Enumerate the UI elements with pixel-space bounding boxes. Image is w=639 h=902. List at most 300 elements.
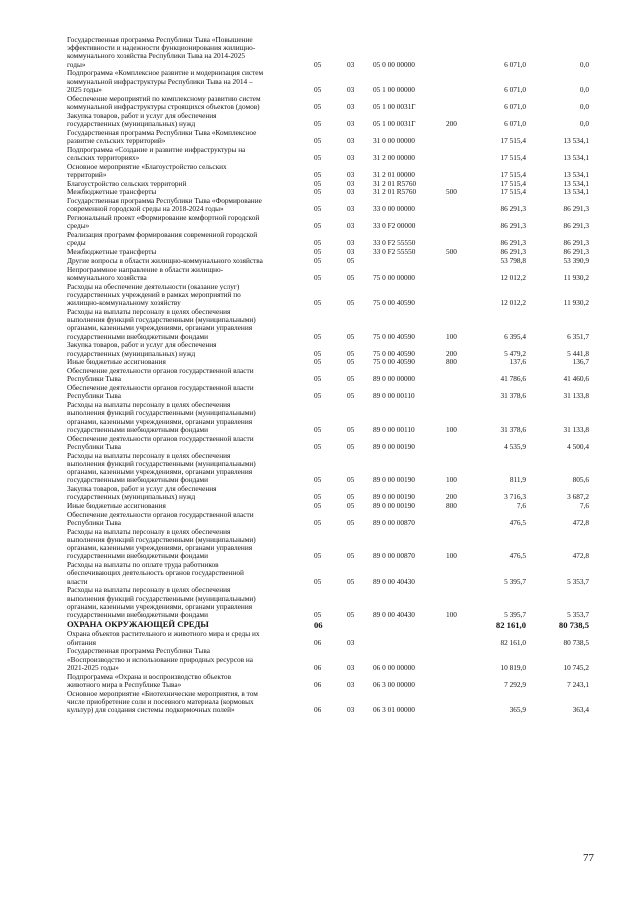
amount-col-1: 137,6 [509,357,526,367]
amount-col-1: 3 716,3 [504,492,526,502]
section-code: 05 [314,331,322,341]
row-name-line: среды [67,238,86,248]
amount-col-2: 10 745,2 [563,662,589,672]
section-code: 05 [314,374,322,384]
table-row [0,502,639,510]
amount-col-1: 5 479,2 [504,348,526,358]
target-article-code: 31 2 01 00000 [373,169,415,179]
section-code: 05 [314,187,322,197]
section-code: 05 [314,118,322,128]
target-article-code: 75 0 00 40590 [373,348,415,358]
section-code: 05 [314,247,322,257]
section-code: 05 [314,475,322,485]
row-name-line: коммунальной инфраструктуры строящихся объектов (домов) [67,101,260,111]
row-name-line: органами, казенными учреждениями, органами управления [67,543,253,553]
row-name-line: Подпрограмма «Создание и развитие инфраструктуры на [67,144,246,154]
table-row [0,257,639,265]
row-name-line: Расходы на выплаты по оплате труда работников [67,560,219,570]
row-name-line: Региональный проект «Формирование комфортной городской [67,213,260,223]
table-row [0,197,639,213]
table-row [0,36,639,69]
row-name [67,561,303,586]
row-name-line: органами, казенными учреждениями, органами управления [67,467,253,476]
row-name-line: Государственная программа Республики Тыва «Комплексное [67,127,257,137]
expense-type-code: 100 [446,551,457,561]
row-name [67,511,303,527]
row-name [67,384,303,400]
row-name-line: 2025 годы» [67,84,102,94]
target-article-code: 33 0 F2 00000 [373,221,416,231]
target-article-code: 05 1 00 00000 [373,84,415,94]
amount-col-1: 6 071,0 [504,59,526,69]
section-code: 05 [314,238,322,248]
section-code: 05 [314,101,322,111]
amount-col-2: 5 441,8 [567,348,589,358]
row-name [67,257,303,265]
section-code: 05 [314,348,322,358]
amount-col-2: 11 930,2 [563,298,589,308]
row-name-line: Государственная программа Республики Тыва [67,646,210,656]
table-row [0,561,639,586]
row-name [67,435,303,451]
amount-col-1: 86 291,3 [500,204,526,214]
amount-col-2: 3 687,2 [567,492,589,502]
page-number: 77 [583,852,594,864]
row-name [67,620,303,629]
section-code: 05 [314,169,322,179]
row-name-line: 2021-2025 годы» [67,662,119,672]
row-name-line: Обеспечение деятельности органов государственной власти [67,433,254,443]
expense-type-code: 200 [446,492,457,502]
row-name-line: государственных (муниципальных) нужд [67,118,196,128]
row-name-line: числе приобретение соли и посевного материала (кормовых [67,696,254,706]
amount-col-1: 476,5 [509,517,526,527]
row-name-line: коммунальной инфраструктуры Республики Тыва на 2014 – [67,76,253,86]
target-article-code: 89 0 00 40430 [373,609,415,619]
amount-col-2: 0,0 [579,101,589,111]
expense-type-code: 200 [446,118,457,128]
subsection-code: 05 [347,272,355,282]
amount-col-1: 31 378,6 [500,424,526,434]
subsection-code: 03 [347,204,355,214]
table-row [0,95,639,111]
row-name-line: Республики Тыва [67,518,122,527]
row-name-line: Реализация программ формирования современной городской [67,230,258,240]
subsection-code: 05 [347,374,355,384]
row-name-line: Обеспечение деятельности органов государственной власти [67,383,254,393]
subsection-code: 03 [347,101,355,111]
target-article-code: 33 0 F2 55550 [373,238,416,248]
row-name [67,69,303,94]
row-name [67,146,303,162]
table-row [0,146,639,162]
table-row [0,283,639,308]
row-name-line: Государственная программа Республики Тыва «Формирование [67,196,262,206]
section-code: 05 [314,255,322,265]
row-name-line: Обеспечение деятельности органов государственной власти [67,366,254,376]
amount-col-2: 472,8 [572,517,589,527]
row-name-line: Подпрограмма «Комплексное развитие и модернизация систем [67,68,264,78]
table-row [0,528,639,561]
amount-col-1: 7 292,9 [504,679,526,689]
amount-col-1: 82 161,0 [495,619,526,630]
section-code: 05 [314,517,322,527]
row-name-line: Расходы на выплаты персоналу в целях обеспечения [67,307,231,316]
amount-col-1: 4 535,9 [504,441,526,451]
target-article-code: 89 0 00 00110 [373,391,415,401]
section-code: 05 [314,178,322,188]
row-name-line: Закупка товаров, работ и услуг для обеспечения [67,340,217,350]
amount-col-2: 805,6 [572,475,589,485]
target-article-code: 05 1 00 0031Г [373,118,416,128]
amount-col-2: 80 738,5 [558,619,589,630]
row-name-line: культур) для создания системы подкормочных полей» [67,705,235,714]
table-row [0,231,639,247]
row-name-line: коммунального хозяйства Республики Тыва на 2014-2025 [67,51,246,61]
section-code: 06 [314,662,322,672]
table-row [0,630,639,646]
section-code: 05 [314,391,322,401]
amount-col-1: 41 786,6 [500,374,526,384]
expense-type-code: 500 [446,247,457,257]
expense-type-code: 100 [446,475,457,485]
section-code: 06 [314,637,322,647]
subsection-code: 03 [347,637,355,647]
amount-col-1: 7,6 [516,500,526,510]
subsection-code: 03 [347,135,355,145]
amount-col-2: 0,0 [579,118,589,128]
amount-col-1: 17 515,4 [500,135,526,145]
section-code: 05 [314,424,322,434]
subsection-code: 03 [347,662,355,672]
amount-col-1: 17 515,4 [500,152,526,162]
row-name [67,367,303,383]
table-row [0,308,639,341]
section-code: 05 [314,298,322,308]
row-name-line: современной городской среды на 2018-2024 годы» [67,204,224,214]
row-name [67,341,303,357]
section-code: 06 [314,679,322,689]
amount-col-2: 0,0 [579,59,589,69]
amount-col-1: 6 071,0 [504,118,526,128]
row-name-line: Межбюджетные трансферты [67,187,157,197]
amount-col-2: 11 930,2 [563,272,589,282]
table-row [0,452,639,485]
subsection-code: 05 [347,609,355,619]
target-article-code: 75 0 00 40590 [373,357,415,367]
amount-col-2: 86 291,3 [563,221,589,231]
row-name-line: Обеспечение деятельности органов государственной власти [67,509,254,519]
table-row [0,586,639,619]
row-name [67,283,303,308]
row-name-line: территорий» [67,169,107,179]
table-row [0,112,639,128]
amount-col-2: 5 353,7 [567,609,589,619]
row-name [67,690,303,715]
table-row [0,401,639,434]
table-row [0,214,639,230]
amount-col-1: 82 161,0 [500,637,526,647]
subsection-code: 05 [347,551,355,561]
amount-col-1: 6 071,0 [504,84,526,94]
target-article-code: 89 0 00 00190 [373,492,415,502]
expense-type-code: 100 [446,331,457,341]
row-name-line: государственных учреждений в рамках мероприятий по [67,290,241,299]
amount-col-2: 80 738,5 [563,637,589,647]
row-name [67,647,303,672]
table-row [0,341,639,357]
row-name-line: Межбюджетные трансферты [67,247,157,257]
row-name [67,673,303,689]
section-code: 05 [314,135,322,145]
row-name [67,401,303,434]
row-name-line: Расходы на выплаты персоналу в целях обеспечения [67,526,231,536]
row-name-line: годы» [67,59,86,69]
row-name [67,36,303,69]
amount-col-1: 12 012,2 [500,298,526,308]
row-name-line: Основное мероприятие «Биотехнические мероприятия, в том [67,688,258,698]
target-article-code: 31 2 01 R5760 [373,187,417,197]
row-name-line: выполнения функций государственными (муниципальными) [67,593,256,603]
row-name-line: государственными внебюджетными фондами [67,475,209,485]
amount-col-2: 53 390,9 [563,255,589,265]
subsection-code: 05 [347,255,355,265]
amount-col-2: 13 534,1 [563,152,589,162]
table-row [0,367,639,383]
row-name-line: органами, казенными учреждениями, органами управления [67,323,253,333]
amount-col-2: 472,8 [572,551,589,561]
subsection-code: 03 [347,84,355,94]
amount-col-2: 13 534,1 [563,135,589,145]
row-name-line: ОХРАНА ОКРУЖАЮЩЕЙ СРЕДЫ [67,618,209,629]
row-name-line: государственных (муниципальных) нужд [67,492,196,502]
row-name-line: Иные бюджетные ассигнования [67,357,166,367]
target-article-code: 75 0 00 40590 [373,298,415,308]
row-name-line: Расходы на обеспечение деятельности (оказание услуг) [67,281,240,291]
row-name [67,452,303,485]
subsection-code: 03 [347,238,355,248]
subsection-code: 05 [347,348,355,358]
row-name [67,308,303,341]
section-code: 05 [314,357,322,367]
subsection-code: 03 [347,59,355,69]
row-name-line: государственными внебюджетными фондами [67,551,209,561]
expense-type-code: 500 [446,187,457,197]
subsection-code: 03 [347,187,355,197]
row-name-line: Государственная программа Республики Тыва «Повышение [67,35,253,44]
subsection-code: 03 [347,221,355,231]
subsection-code: 03 [347,704,355,714]
amount-col-2: 7,6 [579,500,589,510]
section-code: 05 [314,204,322,214]
amount-col-1: 53 798,8 [500,255,526,265]
amount-col-1: 5 395,7 [504,576,526,586]
row-name-line: выполнения функций государственными (муниципальными) [67,408,256,418]
subsection-code: 05 [347,424,355,434]
row-name-line: выполнения функций государственными (муниципальными) [67,458,256,468]
subsection-code: 03 [347,178,355,188]
target-article-code: 89 0 00 00870 [373,551,415,561]
row-name-line: государственными внебюджетными фондами [67,331,209,341]
target-article-code: 31 2 01 R5760 [373,178,417,188]
amount-col-1: 365,9 [509,704,526,714]
section-code: 05 [314,441,322,451]
row-name-line: органами, казенными учреждениями, органами управления [67,416,253,426]
row-name-line: государственными внебюджетными фондами [67,610,209,619]
row-name-line: выполнения функций государственными (муниципальными) [67,315,256,325]
row-name [67,112,303,128]
amount-col-2: 13 534,1 [563,169,589,179]
subsection-code: 05 [347,475,355,485]
target-article-code: 31 0 00 00000 [373,135,415,145]
amount-col-2: 41 460,6 [563,374,589,384]
row-name-line: Республики Тыва [67,391,122,401]
expense-type-code: 800 [446,500,457,510]
amount-col-2: 31 133,8 [563,424,589,434]
row-name-line: Основное мероприятие «Благоустройство сельских [67,161,227,171]
row-name-line: Закупка товаров, работ и услуг для обеспечения [67,110,217,120]
row-name-line: Расходы на выплаты персоналу в целях обеспечения [67,400,231,410]
target-article-code: 89 0 00 00190 [373,475,415,485]
subsection-code: 03 [347,118,355,128]
section-code: 05 [314,59,322,69]
section-code: 05 [314,492,322,502]
amount-col-1: 12 012,2 [500,272,526,282]
amount-col-1: 476,5 [509,551,526,561]
row-name-line: Подпрограмма «Охрана и воспроизводство объектов [67,671,232,681]
expense-type-code: 800 [446,357,457,367]
section-code: 06 [314,704,322,714]
amount-col-2: 0,0 [579,84,589,94]
target-article-code: 05 1 00 0031Г [373,101,416,111]
expense-type-code: 200 [446,348,457,358]
target-article-code: 89 0 00 40430 [373,576,415,586]
row-name [67,95,303,111]
target-article-code: 06 3 00 00000 [373,679,415,689]
row-name [67,163,303,179]
amount-col-2: 86 291,3 [563,247,589,257]
table-row [0,435,639,451]
row-name [67,485,303,501]
amount-col-2: 6 351,7 [567,331,589,341]
amount-col-1: 811,9 [509,475,526,485]
section-code: 05 [314,609,322,619]
amount-col-2: 363,4 [572,704,589,714]
target-article-code: 89 0 00 00190 [373,441,415,451]
target-article-code: 31 2 00 00000 [373,152,415,162]
row-name-line: животного мира в Республике Тыва» [67,679,182,689]
amount-col-1: 5 395,7 [504,609,526,619]
row-name-line: Расходы на выплаты персоналу в целях обеспечения [67,585,231,595]
amount-col-1: 17 515,4 [500,178,526,188]
section-code: 05 [314,152,322,162]
row-name-line: выполнения функций государственными (муниципальными) [67,535,256,544]
row-name [67,197,303,213]
row-name-line: обитания [67,637,96,647]
row-name-line: Обеспечение мероприятий по комплексному развитию систем [67,93,261,103]
subsection-code: 05 [347,517,355,527]
subsection-code: 03 [347,169,355,179]
amount-col-2: 13 534,1 [563,187,589,197]
row-name-line: среды» [67,221,90,231]
row-name-line: коммунального хозяйства [67,273,147,282]
row-name-line: Непрограммное направление в области жилищно- [67,264,224,274]
subsection-code: 05 [347,492,355,502]
amount-col-1: 31 378,6 [500,391,526,401]
row-name [67,630,303,646]
section-code: 06 [314,619,323,630]
subsection-code: 05 [347,298,355,308]
subsection-code: 05 [347,500,355,510]
row-name-line: Другие вопросы в области жилищно-коммунального хозяйства [67,256,263,265]
target-article-code: 75 0 00 00000 [373,272,415,282]
table-row [0,647,639,672]
row-name-line: государственными внебюджетными фондами [67,424,209,434]
amount-col-2: 5 353,7 [567,576,589,586]
subsection-code: 03 [347,679,355,689]
expense-type-code: 100 [446,424,457,434]
row-name [67,586,303,619]
amount-col-2: 4 500,4 [567,441,589,451]
target-article-code: 33 0 F2 55550 [373,247,416,257]
table-row [0,511,639,527]
amount-col-1: 17 515,4 [500,187,526,197]
table-row [0,129,639,145]
target-article-code: 89 0 00 00110 [373,424,415,434]
subsection-code: 05 [347,331,355,341]
amount-col-2: 86 291,3 [563,238,589,248]
row-name [67,266,303,282]
table-row [0,384,639,400]
target-article-code: 05 0 00 00000 [373,59,415,69]
target-article-code: 89 0 00 00000 [373,374,415,384]
row-name-line: Охрана объектов растительного и животного мира и среды их [67,629,260,639]
row-name [67,231,303,247]
table-row [0,163,639,179]
row-name-line: эффективности и надежности функционирования жилищно- [67,43,256,53]
target-article-code: 06 0 00 00000 [373,662,415,672]
table-row [0,690,639,715]
expense-type-code: 100 [446,609,457,619]
section-code: 05 [314,272,322,282]
row-name-line: сельских территориях» [67,152,140,162]
amount-col-2: 86 291,3 [563,204,589,214]
target-article-code: 89 0 00 00190 [373,500,415,510]
row-name [67,502,303,510]
row-name-line: «Воспроизводство и использование природных ресурсов на [67,654,254,664]
amount-col-1: 86 291,3 [500,238,526,248]
amount-col-1: 17 515,4 [500,169,526,179]
table-row [0,485,639,501]
section-code: 05 [314,576,322,586]
row-name-line: Республики Тыва [67,374,122,384]
row-name-line: Расходы на выплаты персоналу в целях обеспечения [67,450,231,460]
table-row [0,69,639,94]
target-article-code: 89 0 00 00870 [373,517,415,527]
row-name [67,214,303,230]
row-name-line: власти [67,576,88,586]
subsection-code: 03 [347,247,355,257]
table-row [0,673,639,689]
row-name-line: Республики Тыва [67,441,122,451]
row-name-line: жилищно-коммунальному хозяйству [67,298,181,308]
row-name-line: обеспечивающих деятельность органов государственной [67,568,244,578]
amount-col-1: 86 291,3 [500,247,526,257]
target-article-code: 06 3 01 00000 [373,704,415,714]
amount-col-1: 86 291,3 [500,221,526,231]
table-row [0,620,639,630]
subsection-code: 05 [347,391,355,401]
